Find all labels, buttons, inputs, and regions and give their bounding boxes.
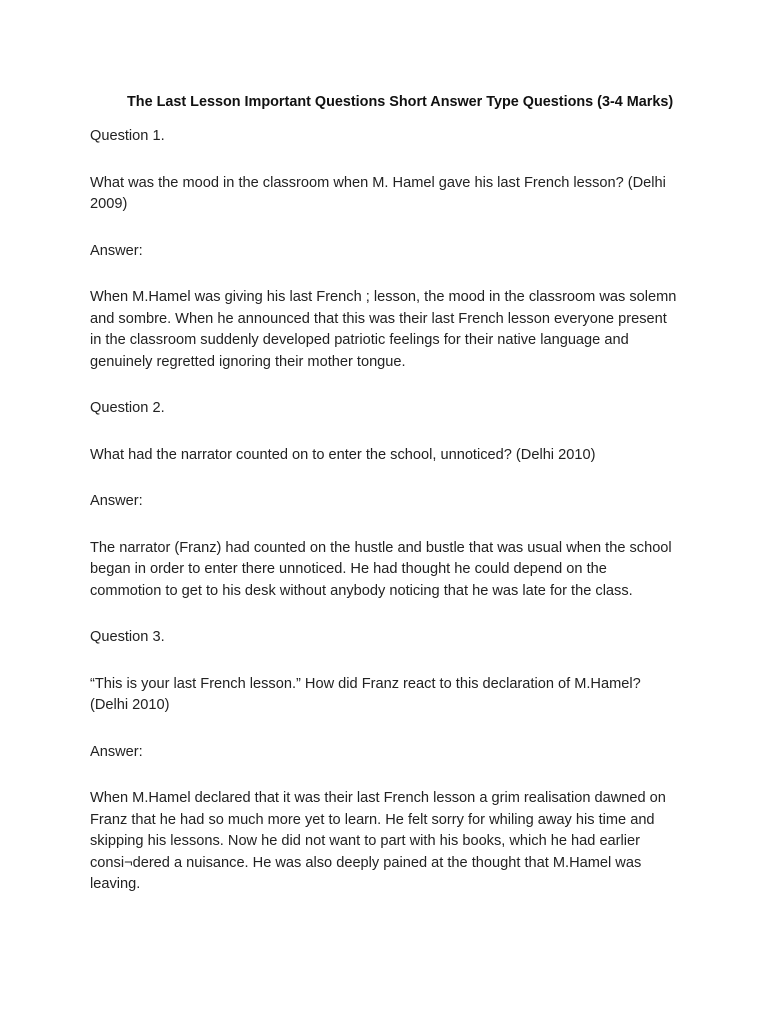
answer-2-label: Answer: <box>90 493 143 509</box>
answer-1-text: When M.Hamel was giving his last French ; lesson, the mood in the classroom was solemn and sombre. When he announced that this was their last French lesson everyone present in the classroom suddenly developed patriotic feelings for their native language and genuinely regretted ignoring their mother tongue. <box>90 289 677 370</box>
answer-3-label: Answer: <box>90 743 143 760</box>
question-2-text: What had the narrator counted on to enter the school, unnoticed? (Delhi 2010) <box>90 446 596 463</box>
answer-2-text: The narrator (Franz) had counted on the hustle and bustle that was usual when the school began in order to enter there unnoticed. He had thought he could depend on the commotion to get to his desk without anybody noticing that he was late for the class. <box>90 539 672 599</box>
question-3-text: “This is your last French lesson.” How did Franz react to this declaration of M.Hamel? (Delhi 2010) <box>90 675 641 713</box>
question-2-label: Question 2. <box>90 400 165 416</box>
question-3-label: Question 3. <box>90 629 165 645</box>
question-1-label: Question 1. <box>90 128 165 144</box>
question-1-text: What was the mood in the classroom when M. Hamel gave his last French lesson? (Delhi 2009) <box>90 174 666 212</box>
answer-3-text: When M.Hamel declared that it was their last French lesson a grim realisation dawned on Franz that he had so much more yet to learn. He felt sorry for whiling away his time and skipping his lessons. Now he did not want to part with his books, which he had earlier consi¬dered a nuisance. He was also deeply pained at the thought that M.Hamel was leaving. <box>90 790 666 892</box>
document-title: The Last Lesson Important Questions Short Answer Type Questions (3-4 Marks) <box>127 94 674 110</box>
answer-1-label: Answer: <box>90 242 143 259</box>
document-content <box>90 92 680 921</box>
